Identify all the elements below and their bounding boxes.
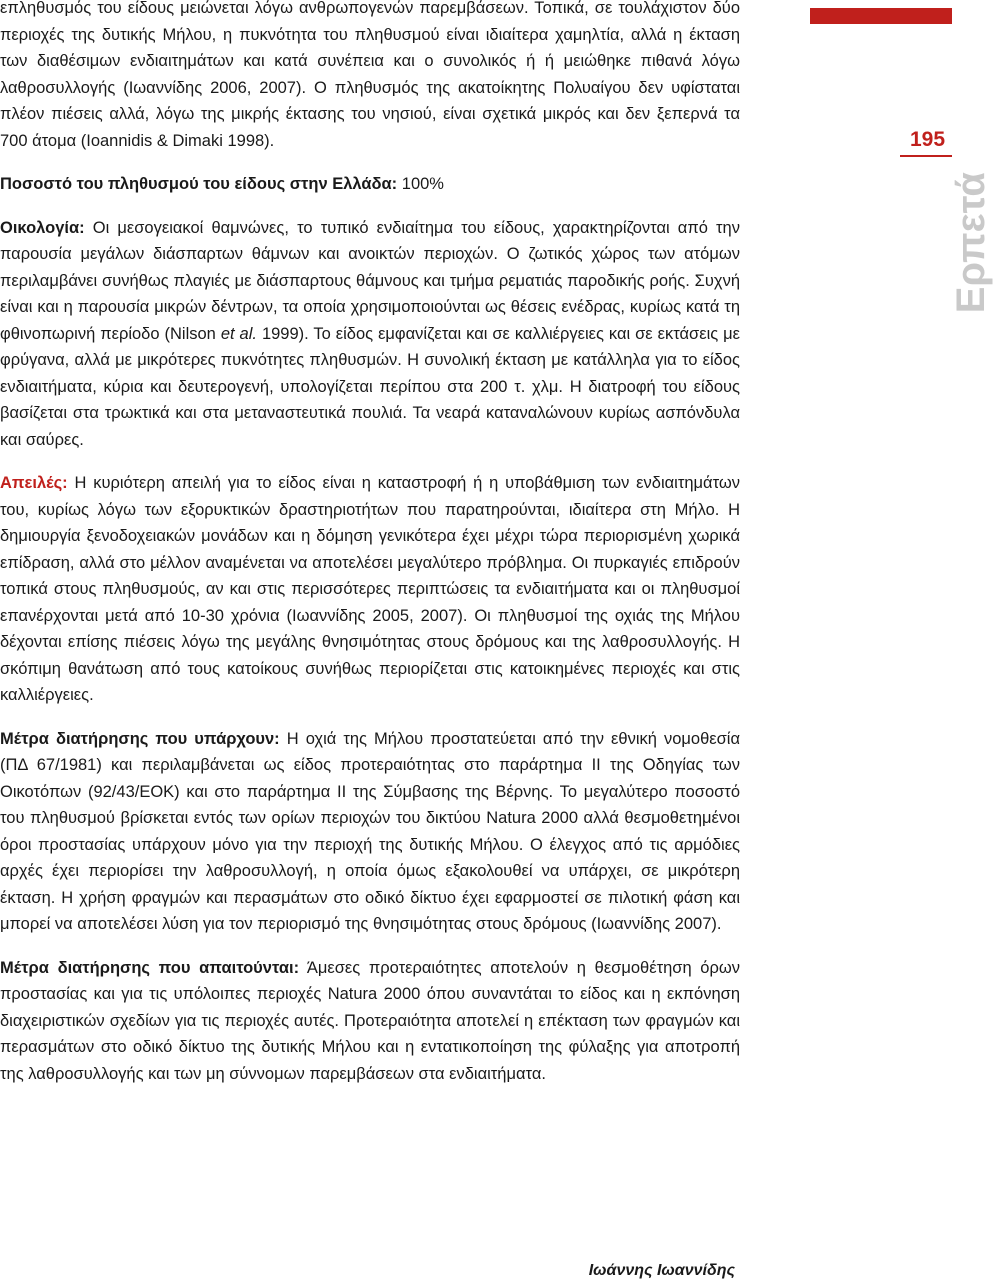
required-measures-label: Μέτρα διατήρησης που απαιτούνται: xyxy=(0,958,300,977)
required-measures-paragraph xyxy=(0,955,740,1088)
existing-measures-label: Μέτρα διατήρησης που υπάρχουν: xyxy=(0,729,280,748)
population-value: 100% xyxy=(401,175,444,193)
population-label: Ποσοστό του πληθυσμού του είδους στην Ελλάδα: xyxy=(0,175,398,193)
page-number-rule xyxy=(900,155,952,157)
population-paragraph xyxy=(0,171,740,198)
header-accent-bar xyxy=(810,8,952,24)
section-side-title: Ερπετά xyxy=(949,172,993,314)
ecology-label: Οικολογία: xyxy=(0,218,85,237)
ecology-text-1: Οι μεσογειακοί θαμνώνες, το τυπικό ενδιαίτημα του είδους, χαρακτηρίζονται από την παρουσία μεγάλων διάσπαρτων θάμνων και ανοικτών περιοχών. Ο ζωτικός χώρος των ατόμων περιλαμβάνει συνήθως πλαγιές με διάσπαρτους θάμνους και τμήμα ρεματιάς παροδικής ροής. Συχνή είναι και η παρουσία μικρών δέντρων, τα οποία χρησιμοποιούνται ως θέσεις ενέδρας, κυρίως κατά τη φθινοπωρινή περίοδο (Nilson xyxy=(0,218,740,343)
required-measures-text: Άμεσες προτεραιότητες αποτελούν η θεσμοθέτηση όρων προστασίας και για τις υπόλοιπες περιοχές Natura 2000 όπου συναντάται το είδος και η εκπόνηση διαχειριστικών σχεδίων για τις περιοχές αυτές. Προτεραιότητα αποτελεί η επέκταση των φραγμών και περασμάτων στο οδικό δίκτυο της δυτικής Μήλου και η εντατικοποίηση της φύλαξης για αποτροπή της λαθροσυλλογής και των μη σύννομων παρεμβάσεων στα ενδιαιτήματα. xyxy=(0,958,740,1083)
page-number: 195 xyxy=(910,128,946,151)
intro-paragraph: επληθυσμός του είδους μειώνεται λόγω ανθρωπογενών παρεμβάσεων. Τοπικά, σε τουλάχιστον δύο περιοχές της δυτικής Μήλου, η πυκνότητα του πληθυσμού είναι ιδιαίτερα χαμηλτία, αλλά η έκταση των διαθέσιμων ενδιαιτημάτων και κατά συνέπεια και ο συνολικός ή ή μειώθηκε πιθανά λόγω λαθροσυλλογής (Ιωαννίδης 2006, 2007). Ο πληθυσμός της ακατοίκητης Πολυαίγου δεν υφίσταται πλέον πιέσεις αλλά, λόγω της μικρής έκτασης του νησιού, είναι σχετικά μικρός και δεν ξεπερνά τα 700 άτομα (Ioannidis & Dimaki 1998). xyxy=(0,0,740,150)
threats-label: Απειλές: xyxy=(0,474,68,492)
author-credit: Ιωάννης Ιωαννίδης xyxy=(588,1262,735,1279)
ecology-text-2: 1999). Το είδος εμφανίζεται και σε καλλιέργειες και σε εκτάσεις με φρύγανα, αλλά με μικρότερες πυκνότητες πληθυσμών. Η συνολική έκταση με κατάλληλα για το είδος ενδιαιτήματα, κύρια και δευτερογενή, υπολογίζεται περίπου στα 200 τ. χλμ. Η διατροφή του είδους βασίζεται στα τρωκτικά και στα μεταναστευτικά πουλιά. Τα νεαρά καταναλώνουν κυρίως ασπόνδυλα και σαύρες. xyxy=(0,324,741,449)
threats-text: Η κυριότερη απειλή για το είδος είναι η καταστροφή ή η υποβάθμιση των ενδιαιτημάτων του, κυρίως λόγω των εξορυκτικών δραστηριοτήτων που παρατηρούνται, ιδιαίτερα στη Μήλο. Η δημιουργία ξενοδοχειακών μονάδων και η δόμηση γενικότερα έχει μέχρι τώρα περιορισμένη χωρικά επίδραση, αλλά στο μέλλον αναμένεται να αποτελέσει μεγαλύτερο πρόβλημα. Οι πυρκαγιές επιδρούν τοπικά στους πληθυσμούς, αν και στις περισσότερες περιπτώσεις τα ενδιαιτήματα και οι πληθυσμοί επανέρχονται μετά από 10-30 χρόνια (Ιωαννίδης 2005, 2007). Οι πληθυσμοί της οχιάς της Μήλου δέχονται επίσης πιέσεις λόγω της μεγάλης θνησιμότητας στους δρόμους και της λαθροσυλλογής. Η σκόπιμη θανάτωση από τους κατοίκους συνήθως περιορίζεται στις κατοικημένες περιοχές και στις καλλιέργειες. xyxy=(0,474,741,704)
threats-paragraph xyxy=(0,470,740,709)
ecology-et-al: et al. xyxy=(220,324,257,343)
ecology-paragraph xyxy=(0,215,740,454)
existing-measures-text: Η οχιά της Μήλου προστατεύεται από την εθνική νομοθεσία (ΠΔ 67/1981) και περιλαμβάνεται ως είδος προτεραιότητας στο παράρτημα ΙΙ της Οδηγίας των Οικοτόπων (92/43/ΕΟΚ) και στο παράρτημα ΙΙ της Σύμβασης της Βέρνης. Το μεγαλύτερο ποσοστό του πληθυσμού βρίσκεται εντός των ορίων περιοχών του δικτύου Natura 2000 αλλά θεσμοθετημένοι όροι προστασίας υπάρχουν μόνο για την περιοχή της δυτικής Μήλου. Ο έλεγχος από τις αρμόδιες αρχές έχει περιορίσει την λαθροσυλλογή, η οποία όμως εξακολουθεί να υπάρχει, σε μικρότερη έκταση. Η χρήση φραγμών και περασμάτων στο οδικό δίκτυο έχει εφαρμοστεί σε πιλοτική φάση και μπορεί να αποτελέσει λύση για τον περιορισμό της θνησιμότητας στους δρόμους (Ιωαννίδης 2007). xyxy=(0,729,740,933)
existing-measures-paragraph xyxy=(0,726,740,938)
